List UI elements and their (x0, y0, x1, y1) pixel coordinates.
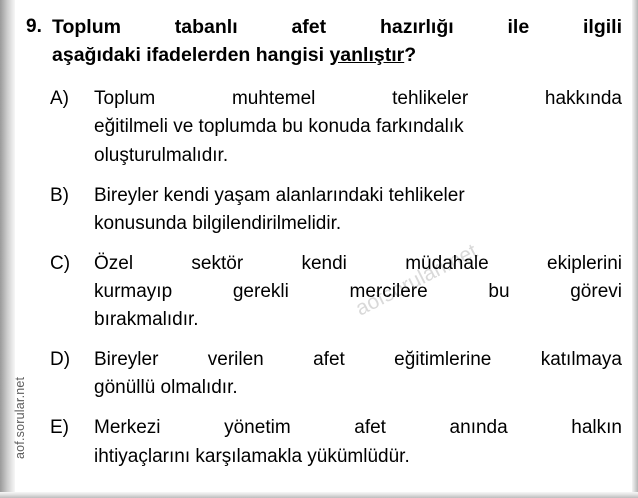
options-list (50, 85, 622, 470)
option-e-text (94, 414, 622, 470)
option-a-line-1: Toplum muhtemel tehlikeler hakkında (94, 88, 622, 110)
option-a-text (94, 85, 622, 169)
option-c-text (94, 250, 622, 334)
option-b-letter: B) (50, 184, 69, 206)
option-d[interactable] (50, 346, 622, 402)
question-line-2 (52, 42, 622, 70)
option-d-text (94, 346, 622, 402)
question-line-2-a: aşağıdaki ifadelerden hangisi (52, 43, 330, 66)
question-block (22, 14, 622, 483)
question-line-2-b: ? (404, 43, 417, 66)
option-d-line-1: Bireyler verilen afet eğitimlerine katılmaya (94, 349, 622, 371)
option-e-letter: E) (50, 417, 69, 439)
question-emphasis: yanlıştır (329, 43, 405, 66)
option-e-line-2: ihtiyaçlarını karşılamakla yükümlüdür. (94, 445, 410, 467)
diagonal-watermark: aofsorulari.net (352, 239, 482, 321)
option-b-line-1: Bireyler kendi yaşam alanlarındaki tehlikeler (94, 184, 465, 206)
question-text (52, 14, 622, 69)
option-d-line-2: gönüllü olmalıdır. (94, 377, 238, 399)
option-a-letter: A) (50, 88, 69, 110)
option-e[interactable] (50, 414, 622, 470)
option-a-line-2: eğitilmeli ve toplumda bu konuda farkındalık (94, 116, 464, 138)
scan-edge-bottom (0, 492, 638, 498)
option-c-line-2: kurmayıp gerekli mercilere bu görevi (94, 281, 622, 303)
option-c-line-1: Özel sektör kendi müdahale ekiplerini (94, 252, 622, 274)
option-c[interactable] (50, 250, 622, 334)
scan-edge-right (632, 0, 638, 498)
option-e-line-1: Merkezi yönetim afet anında halkın (94, 417, 622, 439)
option-b[interactable] (50, 182, 622, 238)
option-d-letter: D) (50, 349, 71, 371)
question-line-1: Toplum tabanlı afet hazırlığı ile ilgili (52, 16, 622, 38)
option-c-line-3: bırakmalıdır. (94, 309, 199, 331)
question-stem (22, 14, 622, 69)
option-a[interactable] (50, 85, 622, 169)
option-b-line-2: konusunda bilgilendirilmelidir. (94, 212, 342, 234)
option-a-line-3: oluşturulmalıdır. (94, 144, 229, 166)
side-watermark: aof.sorular.net (13, 376, 27, 459)
option-b-text (94, 182, 622, 238)
option-c-letter: C) (50, 252, 71, 274)
question-number: 9. (26, 16, 42, 37)
